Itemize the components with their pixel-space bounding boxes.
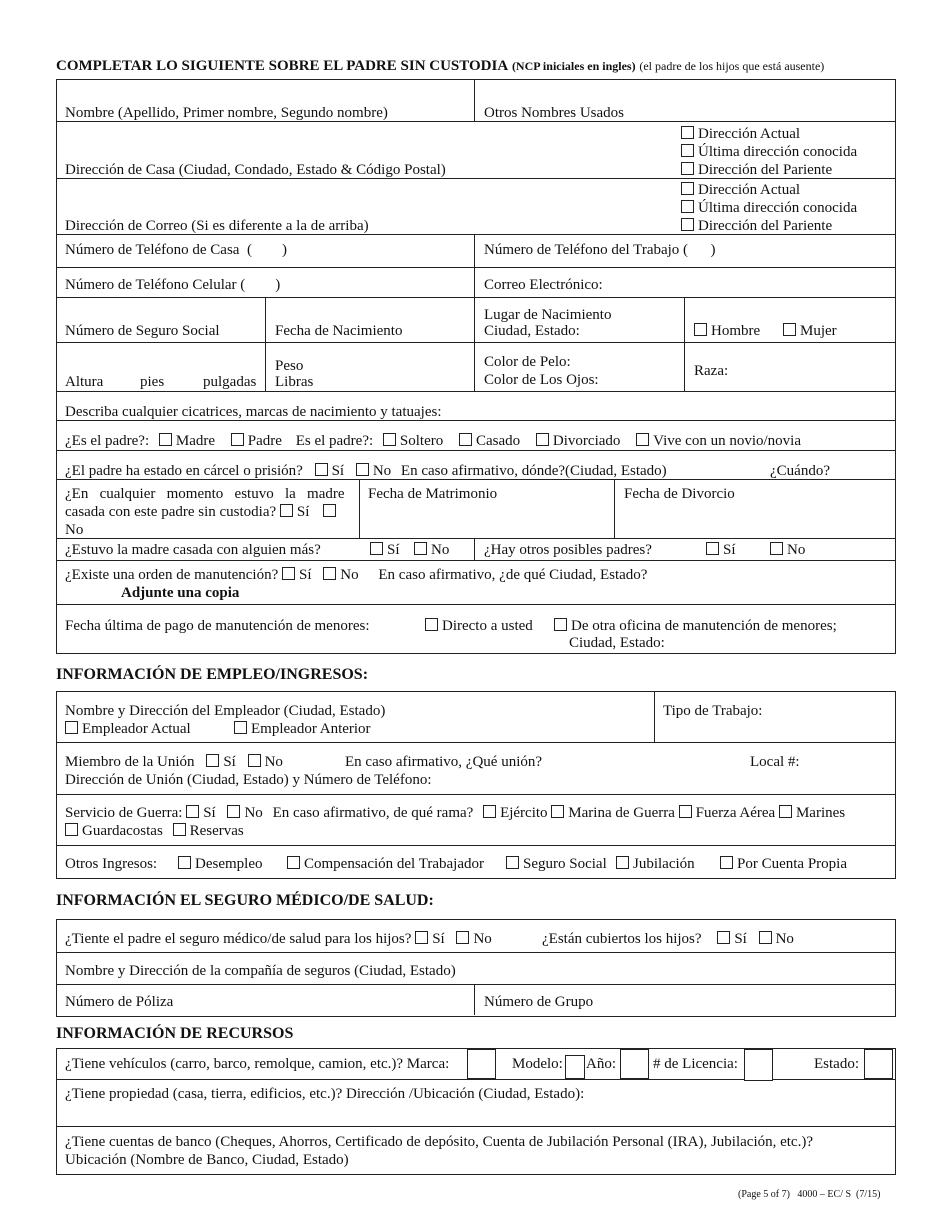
- married-question-line2: [65, 503, 340, 521]
- support-no-option[interactable]: [323, 567, 358, 583]
- home-addr-last-known-option[interactable]: [681, 143, 857, 161]
- attach-copy-note: Adjunte una copia: [121, 585, 240, 601]
- covered-yes-option[interactable]: [717, 931, 747, 947]
- vehicle-state-input[interactable]: [864, 1049, 893, 1079]
- option-label: Casado: [476, 433, 521, 449]
- group-number-field[interactable]: Número de Grupo: [484, 994, 594, 1010]
- single-option[interactable]: [383, 433, 443, 449]
- property-field[interactable]: ¿Tiene propiedad (casa, tierra, edificios, etc.)? Dirección /Ubicación (Ciudad, Estado):: [65, 1086, 585, 1102]
- divorced-option[interactable]: [536, 433, 620, 449]
- unemployment-option[interactable]: [178, 855, 262, 873]
- option-label: Compensación del Trabajador: [304, 856, 484, 872]
- support-where-field[interactable]: En caso afirmativo, ¿de qué Ciudad, Estado?: [378, 567, 648, 583]
- option-label: Dirección del Pariente: [698, 162, 833, 178]
- checkbox[interactable]: [280, 504, 293, 517]
- reserves-option[interactable]: [173, 823, 244, 839]
- option-label: Sí: [432, 931, 445, 947]
- union-no-option[interactable]: [248, 754, 283, 770]
- home-addr-current-option[interactable]: [681, 125, 800, 143]
- married-yes-option[interactable]: [280, 504, 310, 520]
- jail-row: [65, 462, 667, 480]
- air-force-option[interactable]: [679, 805, 776, 821]
- option-label: No: [787, 542, 806, 558]
- ncp-name-field[interactable]: Nombre (Apellido, Primer nombre, Segundo nombre): [65, 105, 388, 121]
- jail-no-option[interactable]: [356, 463, 391, 479]
- military-row-2: [65, 822, 244, 840]
- vehicle-year-input[interactable]: [620, 1049, 649, 1079]
- checkbox[interactable]: [231, 433, 244, 446]
- parent-question: ¿Es el padre?:: [65, 433, 150, 449]
- other-office-option[interactable]: [554, 617, 837, 635]
- checkbox[interactable]: [414, 542, 427, 555]
- divorce-date-field[interactable]: Fecha de Divorcio: [624, 486, 735, 502]
- policy-number-field[interactable]: Número de Póliza: [65, 994, 174, 1010]
- checkbox[interactable]: [720, 856, 733, 869]
- checkbox[interactable]: [459, 433, 472, 446]
- covered-no-option[interactable]: [759, 931, 794, 947]
- checkbox[interactable]: [717, 931, 730, 944]
- checkbox[interactable]: [681, 162, 694, 175]
- license-label: # de Licencia:: [653, 1056, 738, 1072]
- other-marriage-yes-option[interactable]: [370, 541, 400, 559]
- vehicle-model-label: Modelo:: [512, 1056, 563, 1072]
- checkbox[interactable]: [234, 721, 247, 734]
- pob-label: Lugar de Nacimiento: [484, 307, 612, 323]
- option-label: Sí: [296, 504, 310, 520]
- checkbox[interactable]: [770, 542, 783, 555]
- form-header: [56, 57, 824, 75]
- mail-addr-last-known-option[interactable]: [681, 199, 857, 217]
- checkbox[interactable]: [681, 126, 694, 139]
- checkbox[interactable]: [370, 542, 383, 555]
- hair-color-field[interactable]: Color de Pelo:: [484, 354, 571, 370]
- option-label: Empleador Actual: [82, 721, 191, 737]
- option-label: Marines: [795, 805, 846, 821]
- checkbox[interactable]: [783, 323, 796, 336]
- checkbox[interactable]: [173, 823, 186, 836]
- work-phone-field[interactable]: Número de Teléfono del Trabajo ( ): [484, 242, 716, 258]
- union-row: [65, 753, 283, 771]
- checkbox[interactable]: [679, 805, 692, 818]
- military-no-option[interactable]: [227, 805, 262, 821]
- checkbox[interactable]: [227, 805, 240, 818]
- checkbox[interactable]: [282, 567, 295, 580]
- workers-comp-option[interactable]: [287, 855, 484, 873]
- bank-question: ¿Tiene cuentas de banco (Cheques, Ahorros, Certificado de depósito, Cuenta de Jubilación Personal (IRA), Jubilación, etc.)?: [65, 1134, 813, 1150]
- checkbox[interactable]: [65, 823, 78, 836]
- option-label: Divorciado: [552, 433, 621, 449]
- checkbox[interactable]: [248, 754, 261, 767]
- direct-option[interactable]: [425, 617, 533, 635]
- other-income-label: Otros Ingresos:: [65, 856, 158, 872]
- male-option[interactable]: [694, 322, 760, 340]
- option-label: Hombre: [711, 323, 761, 339]
- military-row: [65, 804, 845, 822]
- resources-heading: INFORMACIÓN DE RECURSOS: [56, 1025, 294, 1042]
- mail-addr-relative-option[interactable]: [681, 217, 832, 235]
- insurance-heading: INFORMACIÓN EL SEGURO MÉDICO/DE SALUD:: [56, 892, 434, 909]
- height-field[interactable]: Altura: [65, 374, 104, 390]
- married-option[interactable]: [459, 433, 520, 449]
- marines-option[interactable]: [779, 805, 845, 821]
- checkbox[interactable]: [636, 433, 649, 446]
- union-question: Miembro de la Unión: [65, 754, 195, 770]
- option-label: Guardacostas: [82, 823, 163, 839]
- option-label: Fuerza Aérea: [695, 805, 776, 821]
- union-yes-option[interactable]: [206, 754, 236, 770]
- checkbox[interactable]: [681, 200, 694, 213]
- option-label: De otra oficina de manutención de menores;: [571, 618, 837, 634]
- cell-phone-field[interactable]: Número de Teléfono Celular ( ): [65, 277, 281, 293]
- checkbox[interactable]: [315, 463, 328, 476]
- home-phone-field[interactable]: Número de Teléfono de Casa ( ): [65, 242, 287, 258]
- option-label: Vive con un novio/novia: [653, 433, 801, 449]
- option-label: Dirección del Pariente: [698, 218, 833, 234]
- option-label: No: [775, 931, 794, 947]
- other-parents-question: ¿Hay otros posibles padres?: [484, 542, 652, 558]
- married-no-label: No: [65, 522, 84, 538]
- checkbox[interactable]: [681, 144, 694, 157]
- option-label: Seguro Social: [523, 856, 607, 872]
- checkbox[interactable]: [287, 856, 300, 869]
- navy-option[interactable]: [551, 805, 675, 821]
- vehicle-model-input[interactable]: [565, 1055, 585, 1079]
- current-employer-option[interactable]: [65, 720, 191, 738]
- marks-field[interactable]: Describa cualquier cicatrices, marcas de nacimiento y tatuajes:: [65, 404, 442, 420]
- license-input[interactable]: [744, 1049, 773, 1081]
- weight-field[interactable]: Peso: [275, 358, 304, 374]
- race-field[interactable]: Raza:: [694, 363, 729, 379]
- email-field[interactable]: Correo Electrónico:: [484, 277, 603, 293]
- previous-employer-option[interactable]: [234, 720, 371, 738]
- option-label: Sí: [223, 754, 236, 770]
- marriage-date-field[interactable]: Fecha de Matrimonio: [368, 486, 498, 502]
- army-option[interactable]: [483, 805, 547, 821]
- header-title: COMPLETAR LO SIGUIENTE SOBRE EL PADRE SIN CUSTODIA: [56, 58, 509, 74]
- option-label: Sí: [723, 542, 736, 558]
- dob-field[interactable]: Fecha de Nacimiento: [275, 323, 403, 339]
- coast-guard-option[interactable]: [65, 823, 163, 839]
- which-union-field[interactable]: En caso afirmativo, ¿Qué unión?: [345, 754, 543, 770]
- option-label: Sí: [299, 567, 312, 583]
- checkbox[interactable]: [186, 805, 199, 818]
- ncp-home-address-field[interactable]: Dirección de Casa (Ciudad, Condado, Estado & Código Postal): [65, 162, 446, 178]
- option-label: No: [244, 805, 263, 821]
- union-address-field[interactable]: Dirección de Unión (Ciudad, Estado) y Número de Teléfono:: [65, 772, 432, 788]
- inches-label: pulgadas: [203, 374, 257, 390]
- female-option[interactable]: [783, 322, 837, 340]
- option-label: Por Cuenta Propia: [737, 856, 847, 872]
- option-label: Última dirección conocida: [698, 200, 858, 216]
- option-label: No: [372, 463, 392, 479]
- option-label: Ejército: [500, 805, 548, 821]
- employment-heading: INFORMACIÓN DE EMPLEO/INGRESOS:: [56, 666, 369, 683]
- bank-location-field[interactable]: Ubicación (Nombre de Banco, Ciudad, Estado): [65, 1152, 349, 1168]
- checkbox[interactable]: [506, 856, 519, 869]
- married-no-checkbox[interactable]: [323, 504, 336, 517]
- checkbox[interactable]: [536, 433, 549, 446]
- support-order-question: ¿Existe una orden de manutención?: [65, 567, 279, 583]
- checkbox[interactable]: [681, 182, 694, 195]
- jail-where-field[interactable]: En caso afirmativo, dónde?(Ciudad, Estado): [400, 463, 667, 479]
- option-label: No: [473, 931, 492, 947]
- parent-type-row: [65, 432, 801, 450]
- other-parents-yes-option[interactable]: [706, 541, 736, 559]
- checkbox[interactable]: [178, 856, 191, 869]
- last-payment-field[interactable]: Fecha última de pago de manutención de menores:: [65, 618, 370, 634]
- support-yes-option[interactable]: [282, 567, 312, 583]
- pounds-label: Libras: [275, 374, 314, 390]
- military-question: Servicio de Guerra:: [65, 805, 183, 821]
- option-label: Madre: [175, 433, 216, 449]
- option-label: Soltero: [399, 433, 444, 449]
- local-field[interactable]: Local #:: [750, 754, 800, 770]
- ssn-field[interactable]: Número de Seguro Social: [65, 323, 220, 339]
- checkbox[interactable]: [415, 931, 428, 944]
- option-label: No: [264, 754, 283, 770]
- option-label: Dirección Actual: [698, 182, 801, 198]
- checkbox[interactable]: [383, 433, 396, 446]
- married-question-text: casada con este padre sin custodia?: [65, 504, 277, 520]
- option-label: Marina de Guerra: [568, 805, 675, 821]
- eye-color-field[interactable]: Color de Los Ojos:: [484, 372, 599, 388]
- option-label: Dirección Actual: [698, 126, 801, 142]
- checkbox[interactable]: [425, 618, 438, 631]
- header-note: (el padre de los hijos que está ausente): [639, 59, 825, 73]
- option-label: Sí: [734, 931, 747, 947]
- job-type-field[interactable]: Tipo de Trabajo:: [663, 703, 763, 719]
- support-order-row: [65, 566, 647, 584]
- header-ncp: (NCP iniciales en ingles): [511, 59, 636, 73]
- retirement-option[interactable]: [616, 855, 695, 873]
- checkbox[interactable]: [694, 323, 707, 336]
- checkbox[interactable]: [779, 805, 792, 818]
- social-security-option[interactable]: [506, 855, 607, 873]
- employer-field[interactable]: Nombre y Dirección del Empleador (Ciudad, Estado): [65, 703, 386, 719]
- mail-addr-current-option[interactable]: [681, 181, 800, 199]
- branch-question: En caso afirmativo, de qué rama?: [272, 805, 474, 821]
- option-label: Sí: [331, 463, 345, 479]
- checkbox[interactable]: [456, 931, 469, 944]
- option-label: Desempleo: [195, 856, 263, 872]
- checkbox[interactable]: [706, 542, 719, 555]
- ncp-other-names-field[interactable]: Otros Nombres Usados: [484, 105, 624, 121]
- other-office-city-field[interactable]: Ciudad, Estado:: [569, 635, 665, 651]
- jail-yes-option[interactable]: [315, 463, 345, 479]
- insurance-no-option[interactable]: [456, 931, 491, 947]
- jail-question: ¿El padre ha estado en cárcel o prisión?: [65, 463, 303, 479]
- checkbox[interactable]: [616, 856, 629, 869]
- ncp-mail-address-field[interactable]: Dirección de Correo (Si es diferente a la de arriba): [65, 218, 369, 234]
- option-label: Padre: [247, 433, 282, 449]
- option-label: Última dirección conocida: [698, 144, 858, 160]
- checkbox[interactable]: [206, 754, 219, 767]
- vehicle-year-label: Año:: [586, 1056, 616, 1072]
- vehicle-make-input[interactable]: [467, 1049, 496, 1079]
- other-marriage-question: ¿Estuvo la madre casada con alguien más?: [65, 542, 321, 558]
- option-label: Sí: [387, 542, 400, 558]
- option-label: Directo a usted: [442, 618, 533, 634]
- feet-label: pies: [140, 374, 165, 390]
- checkbox[interactable]: [483, 805, 496, 818]
- page-footer: (Page 5 of 7) 4000 – EC/ S (7/15): [738, 1189, 881, 1200]
- checkbox[interactable]: [356, 463, 369, 476]
- checkbox[interactable]: [551, 805, 564, 818]
- lives-with-option[interactable]: [636, 433, 801, 449]
- option-label: Jubilación: [633, 856, 695, 872]
- covered-question: ¿Están cubiertos los hijos?: [542, 931, 702, 947]
- option-label: Sí: [203, 805, 216, 821]
- married-question-line1: ¿En cualquier momento estuvo la madre: [65, 486, 345, 502]
- insurance-yes-option[interactable]: [415, 931, 445, 947]
- option-label: Empleador Anterior: [251, 721, 371, 737]
- option-label: No: [340, 567, 359, 583]
- insurance-question: ¿Tiente el padre el seguro médico/de salud para los hijos?: [65, 931, 412, 947]
- self-employed-option[interactable]: [720, 855, 847, 873]
- insurance-company-field[interactable]: Nombre y Dirección de la compañía de seguros (Ciudad, Estado): [65, 963, 456, 979]
- checkbox[interactable]: [159, 433, 172, 446]
- mother-option[interactable]: [159, 433, 215, 449]
- other-parents-no-option[interactable]: [770, 541, 805, 559]
- checkbox[interactable]: [759, 931, 772, 944]
- option-label: No: [431, 542, 450, 558]
- insurance-row: [65, 930, 492, 948]
- option-label: Reservas: [189, 823, 244, 839]
- checkbox[interactable]: [323, 567, 336, 580]
- home-addr-relative-option[interactable]: [681, 161, 832, 179]
- vehicles-question: ¿Tiene vehículos (carro, barco, remolque, camion, etc.)? Marca:: [65, 1056, 450, 1072]
- other-marriage-no-option[interactable]: [414, 541, 449, 559]
- checkbox[interactable]: [554, 618, 567, 631]
- option-label: Mujer: [800, 323, 837, 339]
- parent-status-question: Es el padre?:: [295, 433, 374, 449]
- military-yes-option[interactable]: [186, 805, 216, 821]
- checkbox[interactable]: [681, 218, 694, 231]
- pob-field[interactable]: Ciudad, Estado:: [484, 323, 580, 339]
- jail-when-field[interactable]: ¿Cuándo?: [770, 463, 830, 479]
- vehicle-state-label: Estado:: [814, 1056, 859, 1072]
- checkbox[interactable]: [65, 721, 78, 734]
- covered-row: [542, 930, 794, 948]
- father-option[interactable]: [231, 433, 282, 449]
